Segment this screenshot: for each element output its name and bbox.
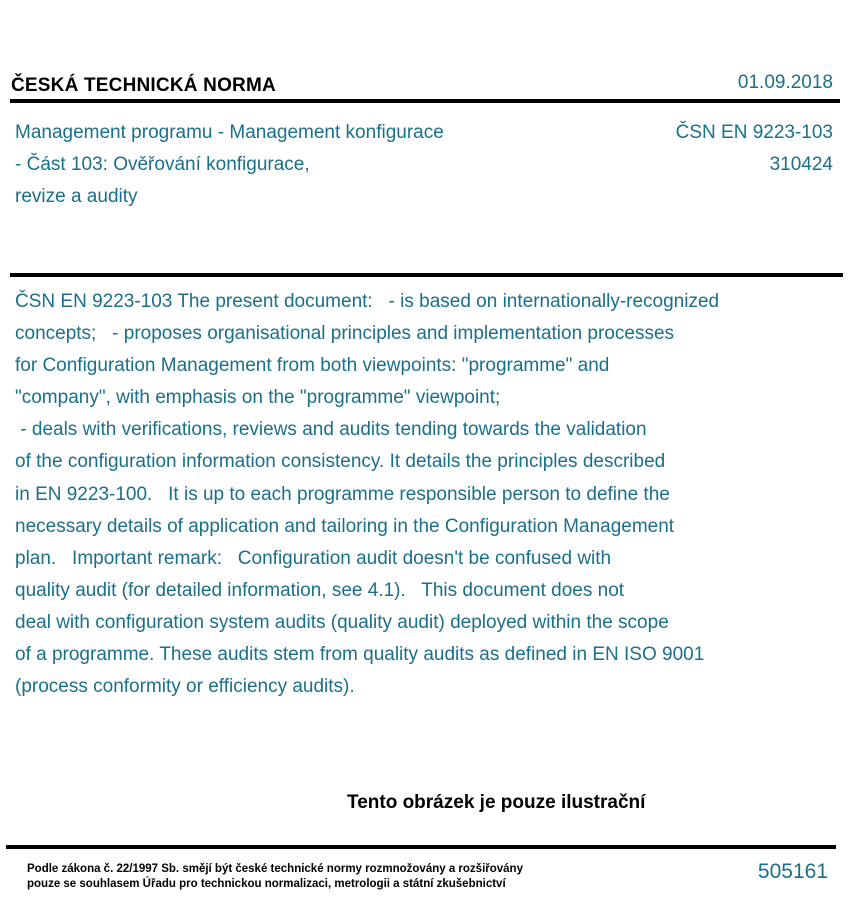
standard-codes <box>676 117 833 181</box>
header-divider <box>10 99 840 103</box>
title-line: - Část 103: Ověřování konfigurace, <box>15 154 310 175</box>
abstract-line: plan. Important remark: Configuration audit doesn't be confused with <box>15 547 612 569</box>
abstract-line: for Configuration Management from both viewpoints: "programme" and <box>15 355 610 377</box>
illustration-note: Tento obrázek je pouze ilustrační <box>347 792 646 813</box>
standard-title <box>15 117 444 213</box>
legal-line: pouze se souhlasem Úřadu pro technickou normalizaci, metrologii a státní zkušebnictví <box>27 878 506 890</box>
class-code: 310424 <box>769 154 833 175</box>
abstract-line: of the configuration information consistency. It details the principles described <box>15 451 666 473</box>
standard-code: ČSN EN 9223-103 <box>675 122 833 143</box>
abstract-line: concepts; - proposes organisational principles and implementation processes <box>15 323 675 345</box>
legal-line: Podle zákona č. 22/1997 Sb. smějí být české technické normy rozmnožovány a rozšiřovány <box>27 863 523 875</box>
title-line: Management programu - Management konfigurace <box>15 122 444 143</box>
legal-notice <box>27 862 523 892</box>
footer-divider <box>6 845 836 849</box>
abstract-line: necessary details of application and tailoring in the Configuration Management <box>15 515 675 537</box>
abstract-line: (process conformity or efficiency audits). <box>15 676 355 698</box>
abstract-line: deal with configuration system audits (quality audit) deployed within the scope <box>15 611 669 633</box>
abstract-line: - deals with verifications, reviews and audits tending towards the validation <box>15 419 647 441</box>
abstract-line: ČSN EN 9223-103 The present document: - is based on internationally-recognized <box>15 291 720 312</box>
abstract-line: in EN 9223-100. It is up to each programme responsible person to define the <box>15 483 670 505</box>
catalog-number: 505161 <box>757 860 828 883</box>
abstract-line: of a programme. These audits stem from quality audits as defined in EN ISO 9001 <box>15 644 705 666</box>
abstract-line: "company", with emphasis on the "programme" viewpoint; <box>15 387 501 409</box>
title-line: revize a audity <box>15 186 138 207</box>
publication-date: 01.09.2018 <box>737 72 833 93</box>
abstract-line: quality audit (for detailed information, see 4.1). This document does not <box>15 579 625 601</box>
title-divider <box>10 273 843 277</box>
document-heading: ČESKÁ TECHNICKÁ NORMA <box>11 75 276 96</box>
abstract-text <box>15 286 845 703</box>
